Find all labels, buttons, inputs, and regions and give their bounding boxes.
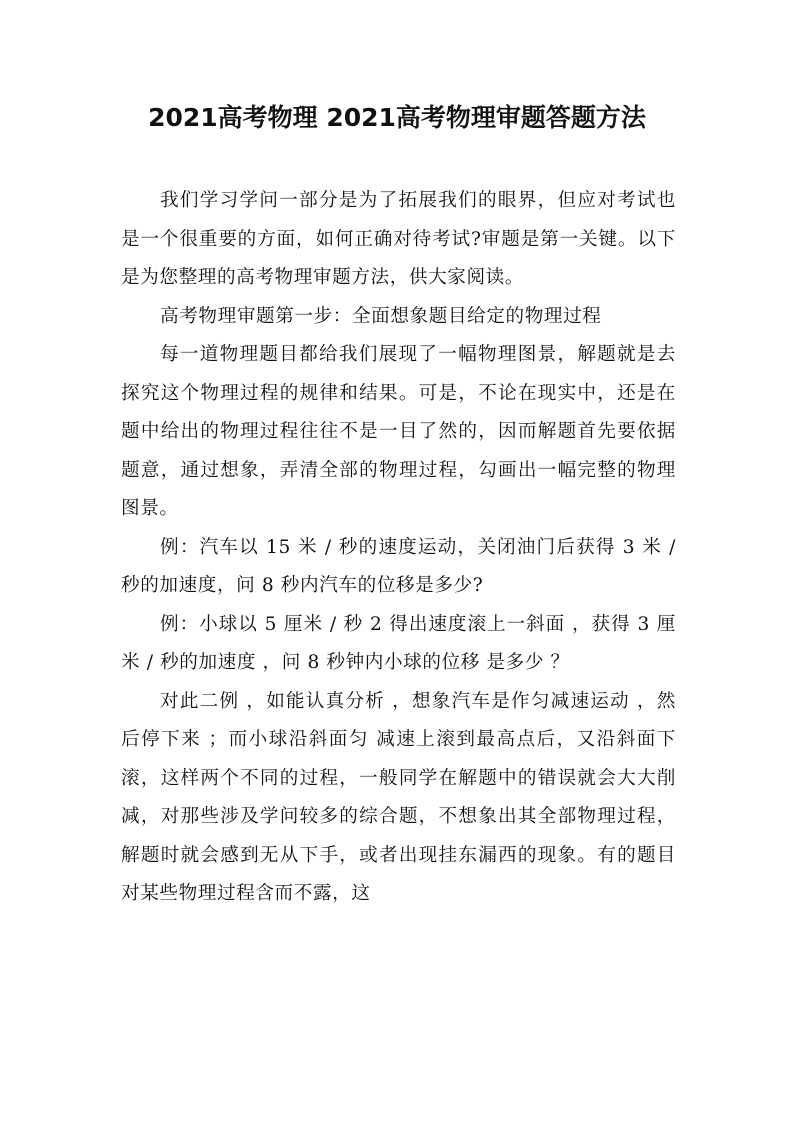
paragraph-analysis: 对此二例 ，如能认真分析 ，想象汽车是作匀减速运动 ，然后停下来 ；而小球沿斜面匀 减速上滚到最高点后，又沿斜面下滚，这样两个不同的过程，一般同学在解题中的错误就会大大削减，对那些涉及学问较多的综合题，不想象出其全部物理过程，解题时就会感到无从下手，或者出现挂东漏西的现象。有的题目对某些物理过程含而不露，这: [121, 690, 676, 904]
document-body: [121, 182, 676, 914]
paragraph-step-heading: 高考物理审题第一步：全面想象题目给定的物理过程: [160, 305, 602, 327]
paragraph-example-ball: 例：小球以 5 厘米 / 秒 2 得出速度滚上一斜面 ，获得 3 厘米 / 秒的加速度 ，问 8 秒钟内小球的位移 是多少 ？: [121, 613, 676, 673]
paragraph-explanation: 每一道物理题目都给我们展现了一幅物理图景，解题就是去探究这个物理过程的规律和结果。可是，不论在现实中，还是在题中给出的物理过程往往不是一目了然的，因而解题首先要依据题意，通过想象，弄清全部的物理过程，勾画出一幅完整的物理图景。: [121, 344, 676, 519]
document-title: 2021高考物理 2021高考物理审题答题方法: [148, 103, 646, 132]
paragraph-example-car: 例：汽车以 15 米 / 秒的速度运动，关闭油门后获得 3 米 / 秒的加速度，问 8 秒内汽车的位移是多少?: [121, 536, 676, 596]
paragraph-intro: 我们学习学问一部分是为了拓展我们的眼界，但应对考试也是一个很重要的方面，如何正确对待考试?审题是第一关键。以下是为您整理的高考物理审题方法，供大家阅读。: [121, 190, 676, 288]
